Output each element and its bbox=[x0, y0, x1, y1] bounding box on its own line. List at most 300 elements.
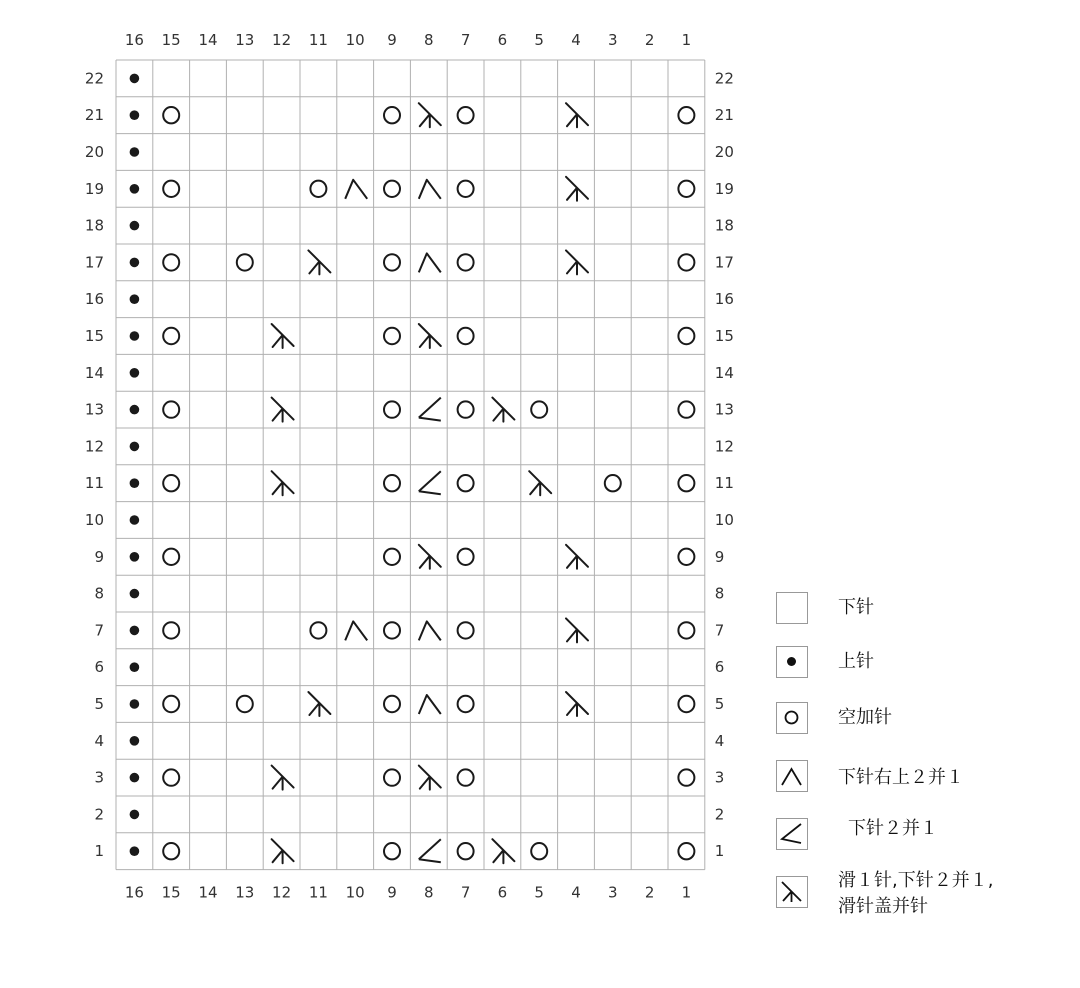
yarn-over-circle bbox=[384, 696, 400, 712]
chart-cell-yo bbox=[163, 107, 179, 123]
row-number-left: 4 bbox=[94, 731, 104, 750]
yarn-over-circle bbox=[458, 475, 474, 491]
chart-cell-sk2p bbox=[492, 398, 514, 422]
chart-cell-yo bbox=[605, 475, 621, 491]
chart-cell-yo bbox=[458, 181, 474, 197]
yarn-over-circle bbox=[163, 549, 179, 565]
chart-cell-yo bbox=[384, 181, 400, 197]
chart-cell-sk2p bbox=[419, 103, 441, 127]
chart-cell-ssk bbox=[419, 695, 441, 714]
legend-label-ssk: 下针右上２并１ bbox=[838, 767, 964, 788]
chart-cell-yo bbox=[458, 401, 474, 417]
row-number-right: 16 bbox=[714, 290, 734, 309]
row-number-right: 12 bbox=[714, 437, 734, 456]
chart-cell-purl bbox=[130, 331, 140, 341]
chart-cell-yo bbox=[384, 254, 400, 270]
chart-cell-yo bbox=[678, 549, 694, 565]
chart-cell-yo bbox=[678, 622, 694, 638]
chart-cell-purl bbox=[130, 478, 140, 488]
purl-dot bbox=[130, 699, 140, 709]
sk2p-mark bbox=[566, 618, 588, 642]
sk2p-mark bbox=[419, 766, 441, 790]
yarn-over-circle bbox=[678, 254, 694, 270]
yarn-over-circle bbox=[237, 696, 253, 712]
chart-cell-purl bbox=[130, 662, 140, 672]
column-number-top: 2 bbox=[644, 31, 655, 49]
chart-cell-purl bbox=[130, 221, 140, 231]
yarn-over-circle bbox=[678, 328, 694, 344]
row-number-left: 11 bbox=[84, 474, 104, 493]
chart-cell-yo bbox=[384, 328, 400, 344]
column-number-top: 3 bbox=[608, 31, 618, 49]
yarn-over-circle bbox=[458, 401, 474, 417]
chart-cell-sk2p bbox=[492, 839, 514, 863]
k2tog-mark bbox=[419, 839, 441, 862]
legend-label-k2tog: 下针２并１ bbox=[848, 818, 938, 839]
row-number-left: 9 bbox=[94, 547, 104, 566]
row-number-right: 10 bbox=[714, 511, 734, 529]
column-number-bottom: 4 bbox=[571, 883, 581, 902]
column-number-bottom: 2 bbox=[644, 883, 655, 902]
yarn-over-circle bbox=[163, 475, 179, 491]
sk2p-symbol-icon bbox=[776, 876, 808, 908]
column-number-bottom: 16 bbox=[124, 883, 144, 902]
yarn-over-circle bbox=[163, 843, 179, 859]
row-number-left: 13 bbox=[84, 400, 104, 419]
sk2p-mark bbox=[272, 471, 294, 495]
column-number-top: 14 bbox=[198, 31, 218, 49]
yarn-over-circle bbox=[163, 328, 179, 344]
chart-cell-sk2p bbox=[272, 398, 294, 422]
yarn-over-circle bbox=[458, 181, 474, 197]
row-number-right: 14 bbox=[714, 363, 734, 382]
chart-cell-yo bbox=[678, 107, 694, 123]
row-number-left: 22 bbox=[84, 69, 104, 88]
row-number-left: 2 bbox=[94, 805, 104, 824]
chart-cell-purl bbox=[130, 74, 140, 84]
yarn-over-circle bbox=[163, 107, 179, 123]
row-number-right: 8 bbox=[714, 584, 725, 603]
legend-label-knit: 下针 bbox=[838, 597, 874, 618]
ssk-mark bbox=[419, 695, 441, 714]
ssk-mark bbox=[345, 180, 367, 199]
chart-cell-ssk bbox=[345, 621, 367, 640]
chart-cell-yo bbox=[163, 401, 179, 417]
knit-symbol-icon bbox=[776, 592, 808, 624]
chart-cell-sk2p bbox=[308, 250, 330, 274]
chart-cell-ssk bbox=[419, 621, 441, 640]
column-number-bottom: 1 bbox=[681, 883, 692, 902]
chart-cell-yo bbox=[163, 622, 179, 638]
chart-cell-sk2p bbox=[419, 766, 441, 790]
chart-cell-purl bbox=[130, 258, 140, 268]
sk2p-mark bbox=[566, 103, 588, 127]
yarn-over-circle bbox=[458, 549, 474, 565]
row-number-left: 1 bbox=[94, 842, 104, 861]
yarn-over-circle bbox=[384, 549, 400, 565]
chart-cell-yo bbox=[458, 622, 474, 638]
chart-cell-k2tog bbox=[419, 839, 441, 862]
legend-item-knit bbox=[776, 592, 874, 624]
row-number-left: 14 bbox=[84, 363, 104, 382]
chart-cell-sk2p bbox=[419, 324, 441, 348]
chart-cell-yo bbox=[678, 696, 694, 712]
ssk-mark bbox=[419, 253, 441, 272]
yarn-over-circle bbox=[678, 622, 694, 638]
chart-cell-yo bbox=[384, 475, 400, 491]
row-number-left: 5 bbox=[94, 695, 104, 713]
purl-dot bbox=[130, 810, 140, 820]
chart-cell-yo bbox=[163, 549, 179, 565]
chart-cell-yo bbox=[163, 843, 179, 859]
sk2p-mark bbox=[272, 398, 294, 422]
column-number-top: 12 bbox=[272, 31, 292, 49]
yarn-over-circle bbox=[458, 696, 474, 712]
sk2p-mark bbox=[529, 471, 551, 495]
chart-cell-purl bbox=[130, 626, 140, 636]
chart-cell-ssk bbox=[419, 180, 441, 199]
yarn-over-circle bbox=[384, 107, 400, 123]
yarn-over-symbol-icon bbox=[776, 702, 808, 734]
chart-cell-sk2p bbox=[272, 766, 294, 790]
chart-cell-yo bbox=[384, 622, 400, 638]
purl-dot bbox=[130, 331, 140, 341]
chart-cell-sk2p bbox=[566, 177, 588, 201]
chart-cell-purl bbox=[130, 846, 140, 856]
column-number-top: 10 bbox=[345, 31, 365, 49]
chart-cell-purl bbox=[130, 442, 140, 452]
chart-cell-yo bbox=[384, 769, 400, 785]
chart-cell-yo bbox=[531, 401, 547, 417]
row-number-right: 2 bbox=[714, 805, 725, 824]
chart-cell-yo bbox=[458, 549, 474, 565]
purl-dot bbox=[130, 221, 140, 231]
yarn-over-circle bbox=[678, 696, 694, 712]
column-number-top: 5 bbox=[534, 31, 544, 49]
chart-cell-sk2p bbox=[272, 471, 294, 495]
purl-dot bbox=[130, 626, 140, 636]
chart-cell-ssk bbox=[419, 253, 441, 272]
chart-cell-yo bbox=[458, 843, 474, 859]
yarn-over-circle bbox=[384, 769, 400, 785]
legend-item-k2tog bbox=[776, 818, 938, 850]
row-number-right: 18 bbox=[714, 216, 734, 235]
yarn-over-circle bbox=[384, 475, 400, 491]
sk2p-mark bbox=[492, 398, 514, 422]
chart-cell-yo bbox=[163, 328, 179, 344]
yarn-over-circle bbox=[531, 843, 547, 859]
purl-dot bbox=[130, 736, 140, 746]
yarn-over-circle bbox=[163, 769, 179, 785]
row-number-left: 8 bbox=[94, 584, 104, 603]
chart-cell-k2tog bbox=[419, 398, 441, 421]
purl-dot bbox=[130, 846, 140, 856]
yarn-over-circle bbox=[237, 254, 253, 270]
sk2p-mark bbox=[419, 545, 441, 569]
chart-cell-yo bbox=[163, 181, 179, 197]
row-number-left: 21 bbox=[84, 106, 104, 125]
row-number-left: 19 bbox=[84, 179, 104, 198]
chart-cell-yo bbox=[678, 769, 694, 785]
yarn-over-circle bbox=[458, 107, 474, 123]
chart-cell-k2tog bbox=[419, 471, 441, 494]
chart-cell-purl bbox=[130, 184, 140, 194]
legend-label-purl: 上针 bbox=[838, 651, 874, 672]
sk2p-mark bbox=[419, 324, 441, 348]
row-number-right: 17 bbox=[714, 253, 734, 272]
chart-cell-yo bbox=[384, 401, 400, 417]
yarn-over-circle bbox=[678, 769, 694, 785]
legend-item-yo bbox=[776, 702, 892, 734]
row-number-left: 17 bbox=[84, 253, 104, 272]
chart-cell-yo bbox=[458, 475, 474, 491]
chart-cell-purl bbox=[130, 589, 140, 599]
column-number-top: 6 bbox=[497, 31, 508, 49]
purl-dot bbox=[130, 405, 140, 415]
sk2p-mark bbox=[308, 250, 330, 274]
chart-cell-yo bbox=[384, 696, 400, 712]
chart-cell-yo bbox=[458, 254, 474, 270]
yarn-over-circle bbox=[678, 181, 694, 197]
yarn-over-circle bbox=[605, 475, 621, 491]
chart-cell-yo bbox=[237, 254, 253, 270]
yarn-over-circle bbox=[678, 401, 694, 417]
column-number-top: 8 bbox=[424, 31, 434, 49]
chart-cell-purl bbox=[130, 773, 140, 783]
chart-cell-yo bbox=[310, 181, 326, 197]
chart-cell-sk2p bbox=[566, 692, 588, 716]
chart-cell-yo bbox=[163, 475, 179, 491]
purl-dot bbox=[130, 110, 140, 120]
row-number-left: 6 bbox=[94, 658, 104, 677]
column-number-top: 4 bbox=[571, 31, 581, 49]
ssk-mark bbox=[419, 180, 441, 199]
row-number-right: 3 bbox=[714, 768, 725, 787]
column-number-bottom: 8 bbox=[424, 883, 434, 902]
chart-cell-yo bbox=[678, 181, 694, 197]
chart-cell-purl bbox=[130, 699, 140, 709]
chart-cell-purl bbox=[130, 810, 140, 820]
yarn-over-circle bbox=[384, 622, 400, 638]
row-number-left: 16 bbox=[84, 290, 104, 309]
chart-cell-purl bbox=[130, 405, 140, 415]
yarn-over-circle bbox=[163, 254, 179, 270]
purl-dot bbox=[130, 184, 140, 194]
chart-cell-yo bbox=[237, 696, 253, 712]
chart-cell-yo bbox=[163, 696, 179, 712]
chart-cell-purl bbox=[130, 515, 140, 525]
yarn-over-circle bbox=[163, 181, 179, 197]
chart-cell-sk2p bbox=[272, 324, 294, 348]
chart-grid bbox=[116, 60, 705, 870]
purl-symbol-icon bbox=[776, 646, 808, 678]
chart-cell-yo bbox=[678, 401, 694, 417]
row-number-right: 4 bbox=[714, 731, 725, 750]
column-number-top: 16 bbox=[124, 31, 144, 49]
legend-item-purl bbox=[776, 646, 874, 678]
yarn-over-circle bbox=[384, 181, 400, 197]
chart-cell-purl bbox=[130, 147, 140, 157]
sk2p-mark bbox=[419, 103, 441, 127]
chart-cell-yo bbox=[310, 622, 326, 638]
row-number-right: 7 bbox=[714, 621, 725, 640]
row-number-right: 13 bbox=[714, 400, 734, 419]
yarn-over-circle bbox=[678, 107, 694, 123]
column-number-bottom: 7 bbox=[460, 883, 471, 902]
row-number-left: 18 bbox=[84, 216, 104, 235]
legend-item-ssk bbox=[776, 760, 964, 792]
ssk-symbol-icon bbox=[776, 760, 808, 792]
row-number-right: 9 bbox=[714, 547, 725, 566]
yarn-over-circle bbox=[458, 254, 474, 270]
row-number-right: 1 bbox=[714, 842, 725, 861]
sk2p-mark bbox=[566, 250, 588, 274]
row-number-right: 22 bbox=[714, 69, 734, 88]
chart-cell-purl bbox=[130, 368, 140, 378]
column-number-bottom: 12 bbox=[272, 883, 292, 902]
chart-cell-yo bbox=[458, 328, 474, 344]
purl-dot bbox=[130, 147, 140, 157]
chart-cell-yo bbox=[384, 549, 400, 565]
k2tog-symbol-icon bbox=[776, 818, 808, 850]
purl-dot bbox=[130, 74, 140, 84]
chart-cell-sk2p bbox=[566, 250, 588, 274]
yarn-over-circle bbox=[384, 401, 400, 417]
purl-dot bbox=[130, 442, 140, 452]
column-number-bottom: 15 bbox=[161, 883, 181, 902]
chart-cell-sk2p bbox=[272, 839, 294, 863]
chart-cell-purl bbox=[130, 110, 140, 120]
yarn-over-circle bbox=[531, 401, 547, 417]
column-number-top: 9 bbox=[387, 31, 397, 49]
column-number-top: 13 bbox=[235, 31, 255, 49]
sk2p-mark bbox=[566, 545, 588, 569]
yarn-over-circle bbox=[163, 622, 179, 638]
row-number-right: 11 bbox=[714, 474, 734, 493]
chart-cell-yo bbox=[163, 254, 179, 270]
yarn-over-circle bbox=[384, 843, 400, 859]
sk2p-mark bbox=[272, 839, 294, 863]
purl-dot bbox=[130, 773, 140, 783]
yarn-over-circle bbox=[458, 769, 474, 785]
chart-cell-purl bbox=[130, 736, 140, 746]
chart-cell-purl bbox=[130, 552, 140, 562]
chart-cell-yo bbox=[458, 769, 474, 785]
row-number-left: 3 bbox=[94, 768, 104, 787]
column-number-top: 7 bbox=[460, 31, 471, 49]
sk2p-mark bbox=[566, 692, 588, 716]
row-number-left: 10 bbox=[84, 511, 104, 529]
chart-cell-yo bbox=[678, 475, 694, 491]
chart-cell-yo bbox=[678, 328, 694, 344]
purl-dot bbox=[130, 258, 140, 268]
chart-cell-yo bbox=[531, 843, 547, 859]
row-number-right: 15 bbox=[714, 327, 734, 345]
column-number-top: 15 bbox=[161, 31, 181, 49]
k2tog-mark bbox=[419, 398, 441, 421]
column-number-bottom: 9 bbox=[387, 883, 397, 902]
purl-dot bbox=[130, 515, 140, 525]
purl-dot bbox=[130, 368, 140, 378]
yarn-over-circle bbox=[310, 181, 326, 197]
sk2p-mark bbox=[272, 324, 294, 348]
legend-label-yo: 空加针 bbox=[838, 707, 892, 728]
legend-item-sk2p bbox=[776, 870, 994, 917]
chart-cell-sk2p bbox=[566, 545, 588, 569]
yarn-over-circle bbox=[384, 254, 400, 270]
chart-cell-sk2p bbox=[566, 103, 588, 127]
row-number-right: 5 bbox=[714, 695, 725, 713]
chart-cell-yo bbox=[458, 107, 474, 123]
sk2p-mark bbox=[272, 766, 294, 790]
column-number-bottom: 13 bbox=[235, 883, 255, 902]
yarn-over-circle bbox=[310, 622, 326, 638]
yarn-over-circle bbox=[163, 401, 179, 417]
column-number-bottom: 3 bbox=[608, 883, 618, 902]
yarn-over-circle bbox=[678, 843, 694, 859]
chart-cell-sk2p bbox=[566, 618, 588, 642]
column-number-bottom: 14 bbox=[198, 883, 218, 902]
yarn-over-circle bbox=[458, 843, 474, 859]
chart-symbols bbox=[130, 74, 695, 864]
column-number-top: 11 bbox=[308, 31, 328, 49]
ssk-mark bbox=[345, 621, 367, 640]
row-number-right: 20 bbox=[714, 143, 734, 161]
row-number-left: 7 bbox=[94, 621, 104, 640]
sk2p-mark bbox=[566, 177, 588, 201]
column-number-bottom: 5 bbox=[534, 883, 544, 902]
yarn-over-circle bbox=[678, 549, 694, 565]
yarn-over-circle bbox=[163, 696, 179, 712]
chart-cell-ssk bbox=[345, 180, 367, 199]
chart-cell-yo bbox=[163, 769, 179, 785]
yarn-over-circle bbox=[458, 328, 474, 344]
k2tog-mark bbox=[419, 471, 441, 494]
purl-dot bbox=[130, 478, 140, 488]
sk2p-mark bbox=[308, 692, 330, 716]
chart-cell-yo bbox=[384, 843, 400, 859]
sk2p-mark bbox=[492, 839, 514, 863]
chart-cell-sk2p bbox=[308, 692, 330, 716]
purl-dot bbox=[130, 294, 140, 304]
row-number-right: 21 bbox=[714, 106, 734, 125]
row-number-left: 12 bbox=[84, 437, 104, 456]
ssk-mark bbox=[419, 621, 441, 640]
row-number-left: 20 bbox=[84, 143, 104, 161]
chart-cell-yo bbox=[678, 254, 694, 270]
column-number-bottom: 6 bbox=[497, 883, 508, 902]
column-number-top: 1 bbox=[681, 31, 692, 49]
chart-cell-yo bbox=[678, 843, 694, 859]
chart-cell-sk2p bbox=[529, 471, 551, 495]
yarn-over-circle bbox=[678, 475, 694, 491]
row-number-right: 19 bbox=[714, 179, 734, 198]
row-number-right: 6 bbox=[714, 658, 725, 677]
column-number-bottom: 10 bbox=[345, 883, 365, 902]
chart-cell-yo bbox=[384, 107, 400, 123]
purl-dot bbox=[130, 552, 140, 562]
purl-dot bbox=[130, 662, 140, 672]
yarn-over-circle bbox=[458, 622, 474, 638]
yarn-over-circle bbox=[384, 328, 400, 344]
row-number-left: 15 bbox=[84, 327, 104, 345]
chart-cell-yo bbox=[458, 696, 474, 712]
legend-label-sk2p: 滑１针,下针２并１, 滑针盖并针 bbox=[838, 870, 994, 917]
chart-cell-sk2p bbox=[419, 545, 441, 569]
purl-dot bbox=[130, 589, 140, 599]
column-number-bottom: 11 bbox=[308, 883, 328, 902]
chart-cell-purl bbox=[130, 294, 140, 304]
